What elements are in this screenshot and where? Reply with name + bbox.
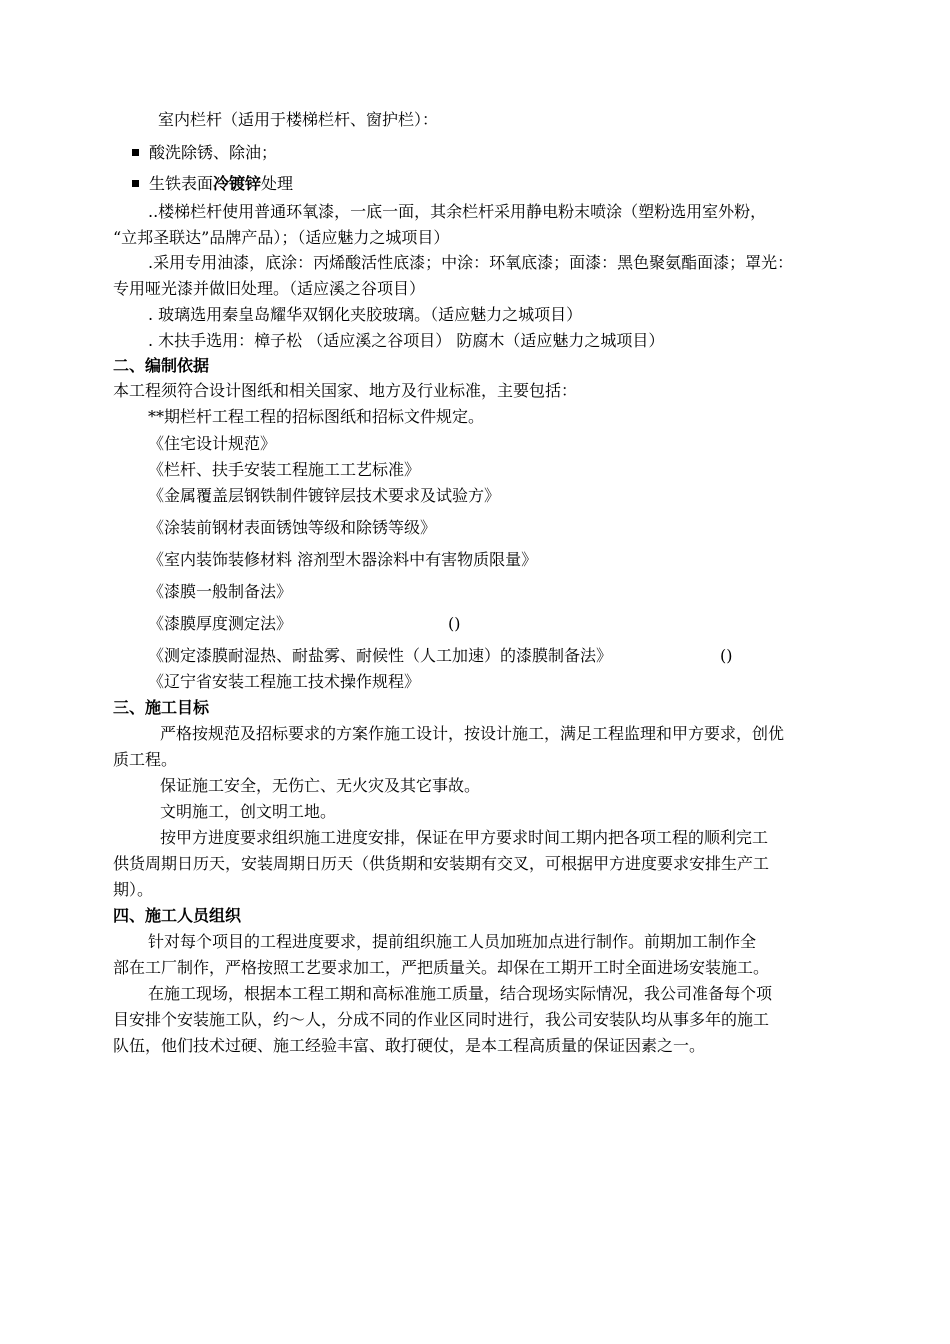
bullet-text: 生铁表面	[149, 174, 214, 193]
bullet-text: 酸洗除锈、除油；	[149, 143, 278, 162]
paragraph-line: 本工程须符合设计图纸和相关国家、地方及行业标准，主要包括：	[113, 381, 578, 400]
paren-placeholder: ()	[720, 646, 733, 665]
paragraph-line: 队伍，他们技术过硬、施工经验丰富、敢打硬仗，是本工程高质量的保证因素之一。	[113, 1036, 706, 1055]
paragraph-line: .采用专用油漆，底涂：丙烯酸活性底漆；中涂：环氧底漆；面漆：黑色聚氨酯面漆；罩光：	[148, 253, 794, 272]
paragraph-line: 在施工现场，根据本工程工期和高标准施工质量，结合现场实际情况，我公司准备每个项	[148, 984, 773, 1003]
section-heading: 四、施工人员组织	[113, 906, 242, 925]
paragraph-line: 保证施工安全，无伤亡、无火灾及其它事故。	[160, 776, 481, 795]
bullet-text-bold: 冷镀锌	[213, 174, 262, 193]
paragraph-line: 质工程。	[113, 750, 178, 769]
list-item: 《辽宁省安装工程施工技术操作规程》	[148, 672, 421, 691]
bullet-item	[132, 174, 293, 194]
paragraph-line: 期）。	[113, 880, 154, 899]
list-item: 《漆膜厚度测定法》	[148, 614, 293, 633]
paragraph-line: 专用哑光漆并做旧处理。（适应溪之谷项目）	[113, 279, 426, 298]
square-bullet-icon	[132, 180, 139, 187]
section-heading: 三、施工目标	[113, 698, 210, 717]
paragraph-line: 文明施工，创文明工地。	[160, 802, 337, 821]
list-item: 《栏杆、扶手安装工程施工工艺标准》	[148, 460, 421, 479]
section-heading: 二、编制依据	[113, 356, 210, 375]
list-item: 《测定漆膜耐湿热、耐盐雾、耐候性（人工加速）的漆膜制备法》	[148, 646, 613, 665]
list-item: **期栏杆工程工程的招标图纸和招标文件规定。	[148, 407, 485, 426]
paragraph-line: 按甲方进度要求组织施工进度安排，保证在甲方要求时间工期内把各项工程的顺利完工	[160, 828, 769, 847]
list-item: 《涂装前钢材表面锈蚀等级和除锈等级》	[148, 518, 437, 537]
paragraph-line: 严格按规范及招标要求的方案作施工设计，按设计施工，满足工程监理和甲方要求，创优	[160, 724, 785, 743]
paragraph-line: “立邦圣联达”品牌产品）；（适应魅力之城项目）	[113, 228, 450, 247]
intro-title: 室内栏杆（适用于楼梯栏杆、窗护栏）：	[158, 110, 439, 129]
paragraph-line: 部在工厂制作，严格按照工艺要求加工，严把质量关。却保在工期开工时全面进场安装施工。	[113, 958, 770, 977]
paragraph-line: 供货周期日历天，安装周期日历天（供货期和安装期有交叉，可根据甲方进度要求安排生产工	[113, 854, 770, 873]
list-item: 《住宅设计规范》	[148, 434, 277, 453]
bullet-text: 处理	[261, 174, 294, 193]
list-item: 《漆膜一般制备法》	[148, 582, 293, 601]
paren-placeholder: ()	[448, 614, 461, 633]
paragraph-line: ..楼梯栏杆使用普通环氧漆，一底一面，其余栏杆采用静电粉末喷涂（塑粉选用室外粉，	[148, 202, 767, 221]
paragraph-line: 针对每个项目的工程进度要求，提前组织施工人员加班加点进行制作。前期加工制作全	[148, 932, 757, 951]
bullet-item	[132, 143, 277, 163]
paragraph-line: . 玻璃选用秦皇岛耀华双钢化夹胶玻璃。（适应魅力之城项目）	[148, 305, 583, 324]
paragraph-line: 目安排个安装施工队，约～人，分成不同的作业区同时进行，我公司安装队均从事多年的施工	[113, 1010, 770, 1029]
list-item: 《室内装饰装修材料 溶剂型木器涂料中有害物质限量》	[148, 550, 538, 569]
square-bullet-icon	[132, 149, 139, 156]
list-item: 《金属覆盖层钢铁制件镀锌层技术要求及试验方》	[148, 486, 501, 505]
paragraph-line: . 木扶手选用：樟子松 （适应溪之谷项目） 防腐木（适应魅力之城项目）	[148, 331, 665, 350]
